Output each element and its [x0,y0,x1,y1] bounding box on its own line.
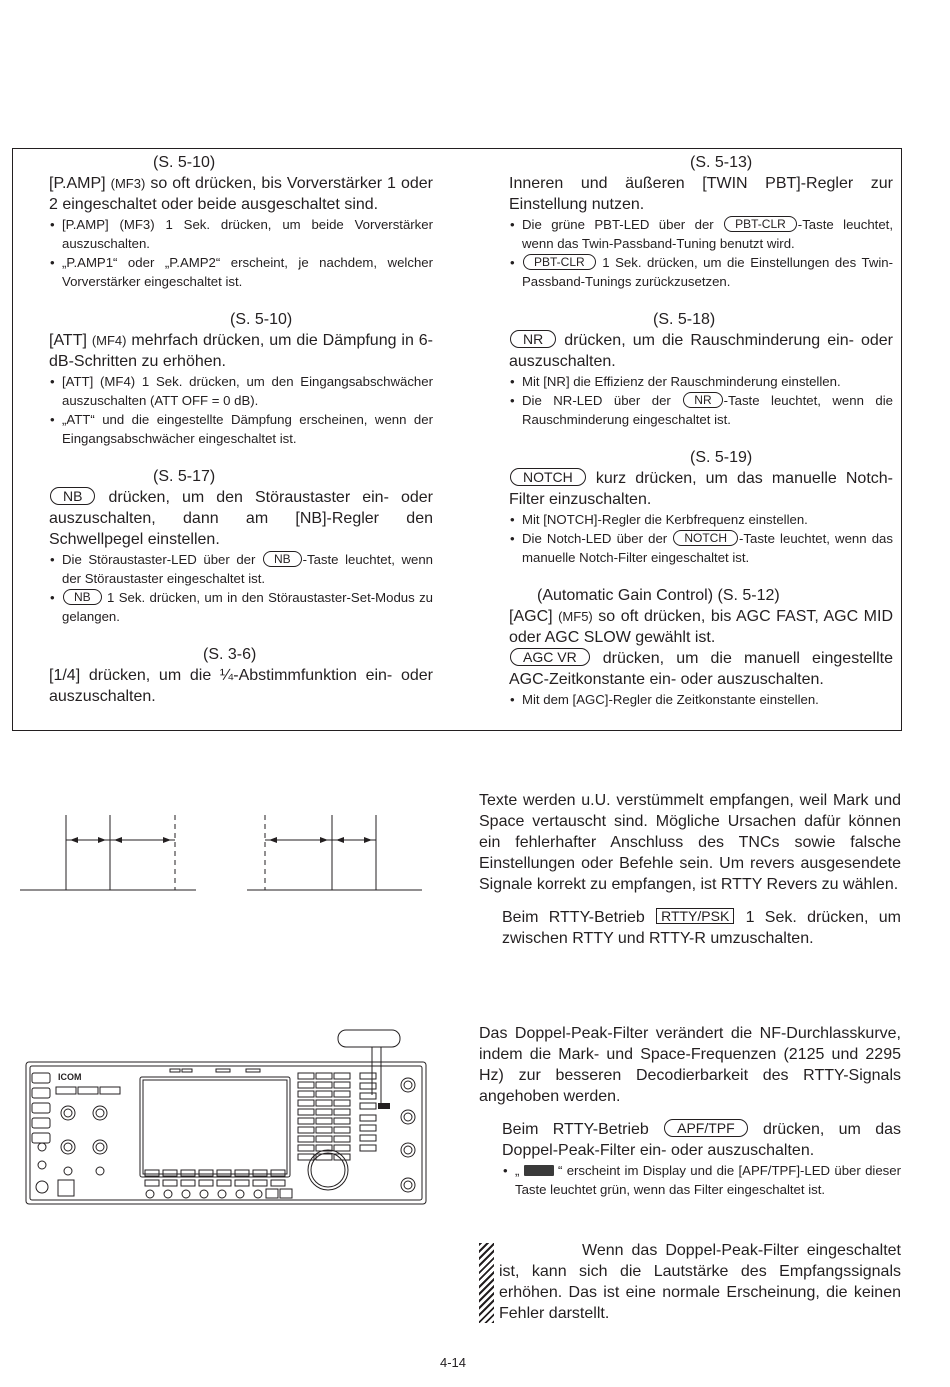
att-section [49,309,433,448]
rtty-reverse-paragraph: Texte werden u.U. verstümmelt empfangen, weil Mark und Space vertauscht sind. Mögliche Ursachen dafür können ein fehlerhafter Anschluss des TNCs sowie falsche Einstellungen oder Befehle sein. Um revers ausgesendete Signale korrekt zu empfangen, ist RTTY Revers zu wählen. [479,792,901,893]
pamp-ref: (S. 5-10) [153,154,216,171]
nr-ref: (S. 5-18) [653,311,716,328]
nb-bullet-1: • Die Störaustaster-LED über der NB -Taste leuchtet, wenn der Störaustaster eingeschaltet ist. [49,550,433,588]
nb-section [49,466,433,626]
quarter-text: [1/4] drücken, um die ¼-Abstimmfunktion ein- oder auszuschalten. [49,667,433,705]
agc-text: [AGC] (MF5) so oft drücken, bis AGC FAST, AGC MID oder AGC SLOW gewählt ist. [509,608,894,646]
main-dial [308,1150,348,1190]
notch-bullet-2: • Die Notch-LED über der NOTCH -Taste leuchtet, wenn das manuelle Notch-Filter eingeschaltet ist. [509,529,893,567]
rtty-reverse-section [479,790,901,949]
pbt-clr-key[interactable]: PBT-CLR [523,254,596,270]
agc-ref: (Automatic Gain Control) (S. 5-12) [537,587,780,604]
right-column [509,152,893,709]
apf-instruction: Beim RTTY-Betrieb APF/TPF drücken, um das Doppel-Peak-Filter ein- oder auszuschalten. [502,1120,901,1159]
page-number: 4-14 [440,1355,467,1370]
nr-text: NR drücken, um die Rauschminderung ein- oder auszuschalten. [509,331,893,370]
pamp-bullet-1: • [P.AMP] (MF3) 1 Sek. drücken, um beide Vorverstärker auszuschalten. [49,215,433,253]
rtty-reverse-instruction: Beim RTTY-Betrieb RTTY/PSK 1 Sek. drücken, um zwischen RTTY und RTTY-R umzuschalten. [502,908,901,947]
twin-ref: (S. 5-13) [690,154,753,171]
twin-bullet-1: • Die grüne PBT-LED über der PBT-CLR -Taste leuchtet, wenn das Twin-Passband-Tuning benutzt wird. [509,215,893,253]
att-ref: (S. 5-10) [230,311,293,328]
notch-bullet-1: • Mit [NOTCH]-Regler die Kerbfrequenz einstellen. [509,510,893,529]
att-bullet-2: • „ATT“ und die eingestellte Dämpfung erscheinen, wenn der Eingangsabschwächer eingeschaltet ist. [49,410,433,448]
notch-key-small[interactable]: NOTCH [673,530,738,546]
note-hatch [479,1243,494,1323]
agc-vr-key[interactable]: AGC VR [510,648,590,666]
mark-space-diagram [0,800,440,900]
twin-pbt-section [509,152,893,291]
nb-key-small[interactable]: NB [263,551,302,567]
note-text: Wenn das Doppel-Peak-Filter eingeschaltet ist, kann sich die Lautstärke des Empfangssignals erhöhen. Das ist eine normale Erscheinung, die keinen Fehler darstellt. [499,1242,901,1322]
nb-ref: (S. 5-17) [153,468,216,485]
radio-brand-logo: ICOM [58,1072,82,1082]
agc-section [509,585,893,709]
agc-bullet-1: • Mit dem [AGC]-Regler die Zeitkonstante einstellen. [509,690,893,709]
apf-bullet-1: • „ “ erscheint im Display und die [APF/TPF]-LED über dieser Taste leuchtet grün, wenn das Filter eingeschaltet ist. [502,1161,901,1199]
att-text: [ATT] (MF4) mehrfach drücken, um die Dämpfung in 6-dB-Schritten zu erhöhen. [49,332,433,370]
nr-key-small[interactable]: NR [683,392,722,408]
twin-bullet-2: • PBT-CLR 1 Sek. drücken, um die Einstellungen des Twin-Passband-Tunings zurückzusetzen. [509,253,893,291]
apf-display-icon [524,1165,554,1176]
rtty-psk-key[interactable]: RTTY/PSK [656,908,734,924]
nb-text: NB drücken, um den Störaustaster ein- oder auszuschalten, dann am [NB]-Regler den Schwellpegel einstellen. [49,488,433,548]
quarter-ref: (S. 3-6) [203,646,257,663]
notch-section [509,447,893,567]
nr-bullet-1: • Mit [NR] die Effizienz der Rauschminderung einstellen. [509,372,893,391]
highlighted-apf-key [378,1103,390,1109]
nb-bullet-2: • NB 1 Sek. drücken, um in den Störaustaster-Set-Modus zu gelangen. [49,588,433,626]
display-screen [140,1077,290,1177]
nr-key[interactable]: NR [510,330,556,348]
notch-text: NOTCH kurz drücken, um das manuelle Notch-Filter einzuschalten. [509,469,893,508]
pbt-clr-key[interactable]: PBT-CLR [724,216,797,232]
callout-key-outline [338,1030,400,1047]
nb-key-small[interactable]: NB [63,589,102,605]
radio-front-panel-illustration [20,1025,430,1207]
mic-connector [36,1181,48,1193]
att-bullet-1: • [ATT] (MF4) 1 Sek. drücken, um den Eingangsabschwächer auszuschalten (ATT OFF = 0 dB). [49,372,433,410]
nr-section [509,309,893,429]
apf-tpf-key[interactable]: APF/TPF [664,1119,748,1137]
notch-ref: (S. 5-19) [690,449,753,466]
pamp-text: [P.AMP] (MF3) so oft drücken, bis Vorverstärker 1 oder 2 eingeschaltet oder beide ausgeschaltet sind. [49,175,433,213]
left-column [49,152,433,707]
quarter-section [49,644,433,707]
agc-vr-text: AGC VR drücken, um die manuell eingestellte AGC-Zeitkonstante ein- oder auszuschalten. [509,649,893,688]
pamp-section [49,152,433,291]
twin-text: Inneren und äußeren [TWIN PBT]-Regler zur Einstellung nutzen. [509,175,893,213]
pamp-bullet-2: • „P.AMP1“ oder „P.AMP2“ erscheint, je nachdem, welcher Vorverstärker eingeschaltet ist. [49,253,433,291]
nr-bullet-2: • Die NR-LED über der NR -Taste leuchtet, wenn die Rauschminderung eingeschaltet ist. [509,391,893,429]
nb-key[interactable]: NB [50,487,95,505]
apf-section [479,1023,901,1199]
apf-paragraph: Das Doppel-Peak-Filter verändert die NF-Durchlasskurve, indem die Mark- und Space-Frequenzen (2125 und 2295 Hz) zur besseren Decodierbarkeit des RTTY-Signals angehoben werden. [479,1025,901,1105]
notch-key[interactable]: NOTCH [510,468,586,486]
